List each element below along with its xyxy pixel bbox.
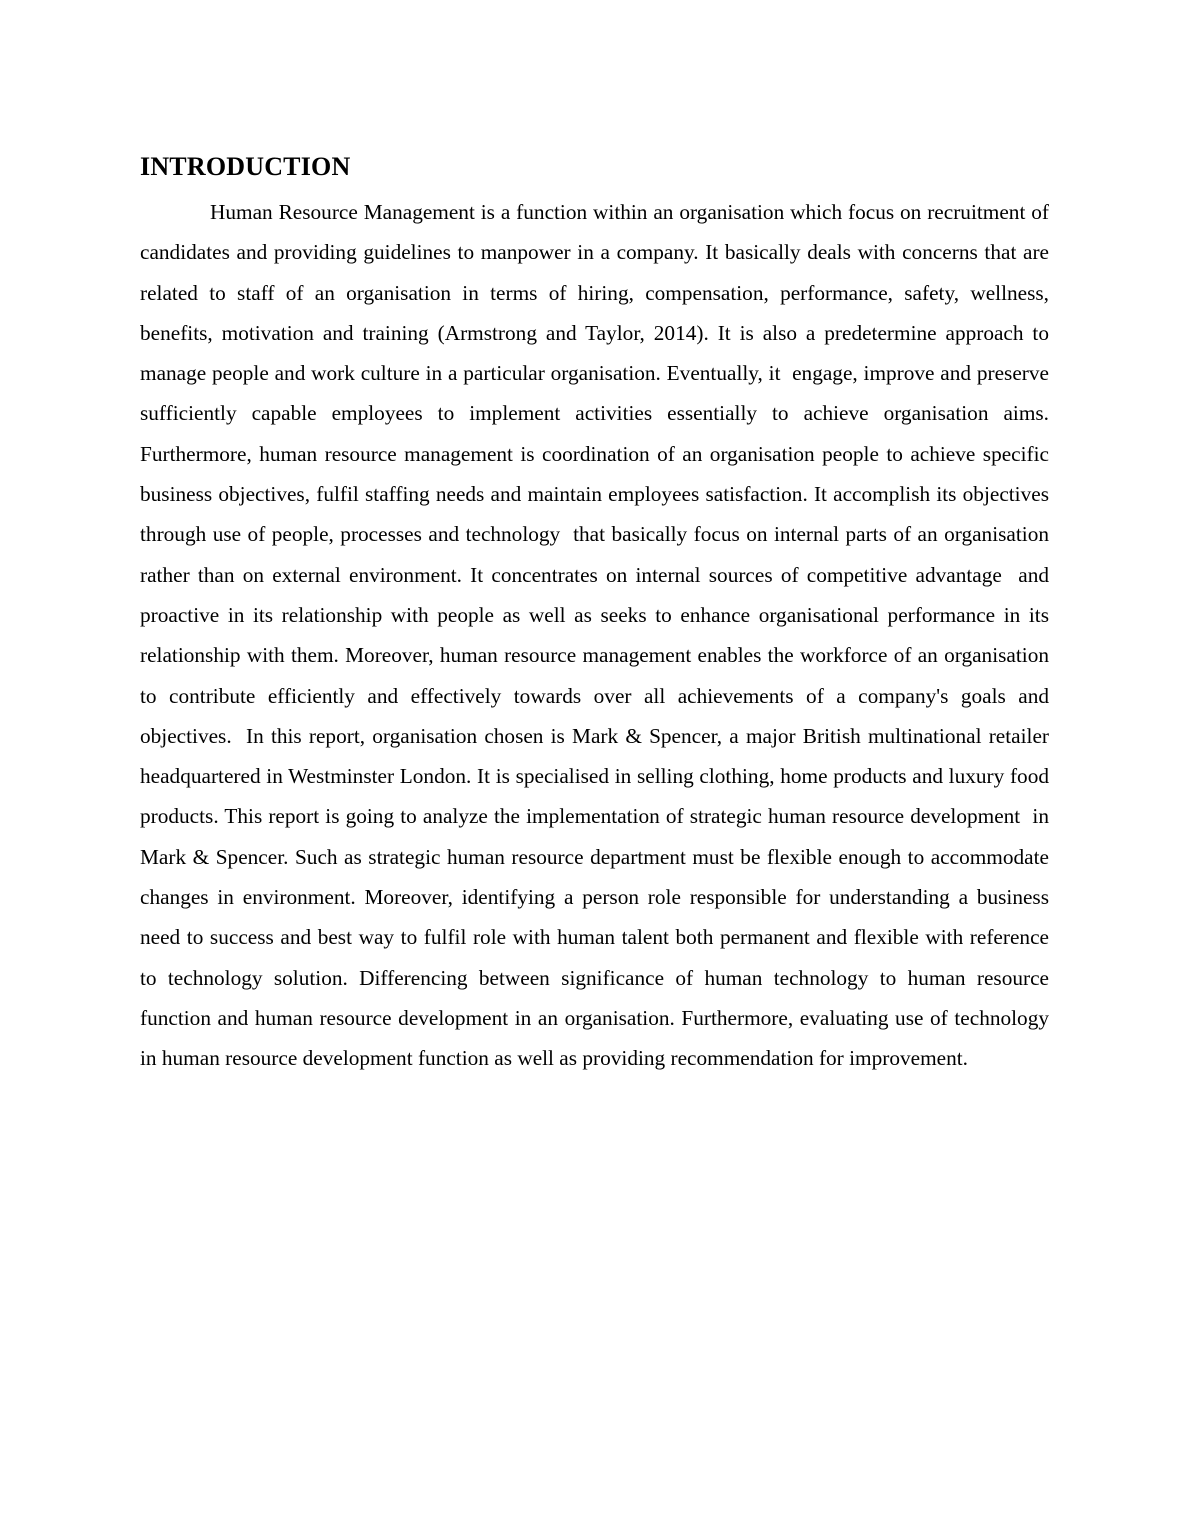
document-body xyxy=(140,150,1060,1079)
section-heading: INTRODUCTION xyxy=(140,152,351,181)
introduction-paragraph: Human Resource Management is a function within an organisation which focus on recruitment of candidates and providing guidelines to manpower in a company. It basically deals with concerns that are related to staff of an organisation in terms of hiring, compensation, performance, safety, wellness, benefits, motivation and training (Armstrong and Taylor, 2014). It is also a predetermine approach to manage people and work culture in a particular organisation. Eventually, it engage, improve and preserve sufficiently capable employees to implement activities essentially to achieve organisation aims. Furthermore, human resource management is coordination of an organisation people to achieve specific business objectives, fulfil staffing needs and maintain employees satisfaction. It accomplish its objectives through use of people, processes and technology that basically focus on internal parts of an organisation rather than on external environment. It concentrates on internal sources of competitive advantage and proactive in its relationship with people as well as seeks to enhance organisational performance in its relationship with them. Moreover, human resource management enables the workforce of an organisation to contribute efficiently and effectively towards over all achievements of a company's goals and objectives. In this report, organisation chosen is Mark & Spencer, a major British multinational retailer headquartered in Westminster London. It is specialised in selling clothing, home products and luxury food products. This report is going to analyze the implementation of strategic human resource development in Mark & Spencer. Such as strategic human resource department must be flexible enough to accommodate changes in environment. Moreover, identifying a person role responsible for understanding a business need to success and best way to fulfil role with human talent both permanent and flexible with reference to technology solution. Differencing between significance of human technology to human resource function and human resource development in an organisation. Furthermore, evaluating use of technology in human resource development function as well as providing recommendation for improvement. xyxy=(140,200,1060,1071)
